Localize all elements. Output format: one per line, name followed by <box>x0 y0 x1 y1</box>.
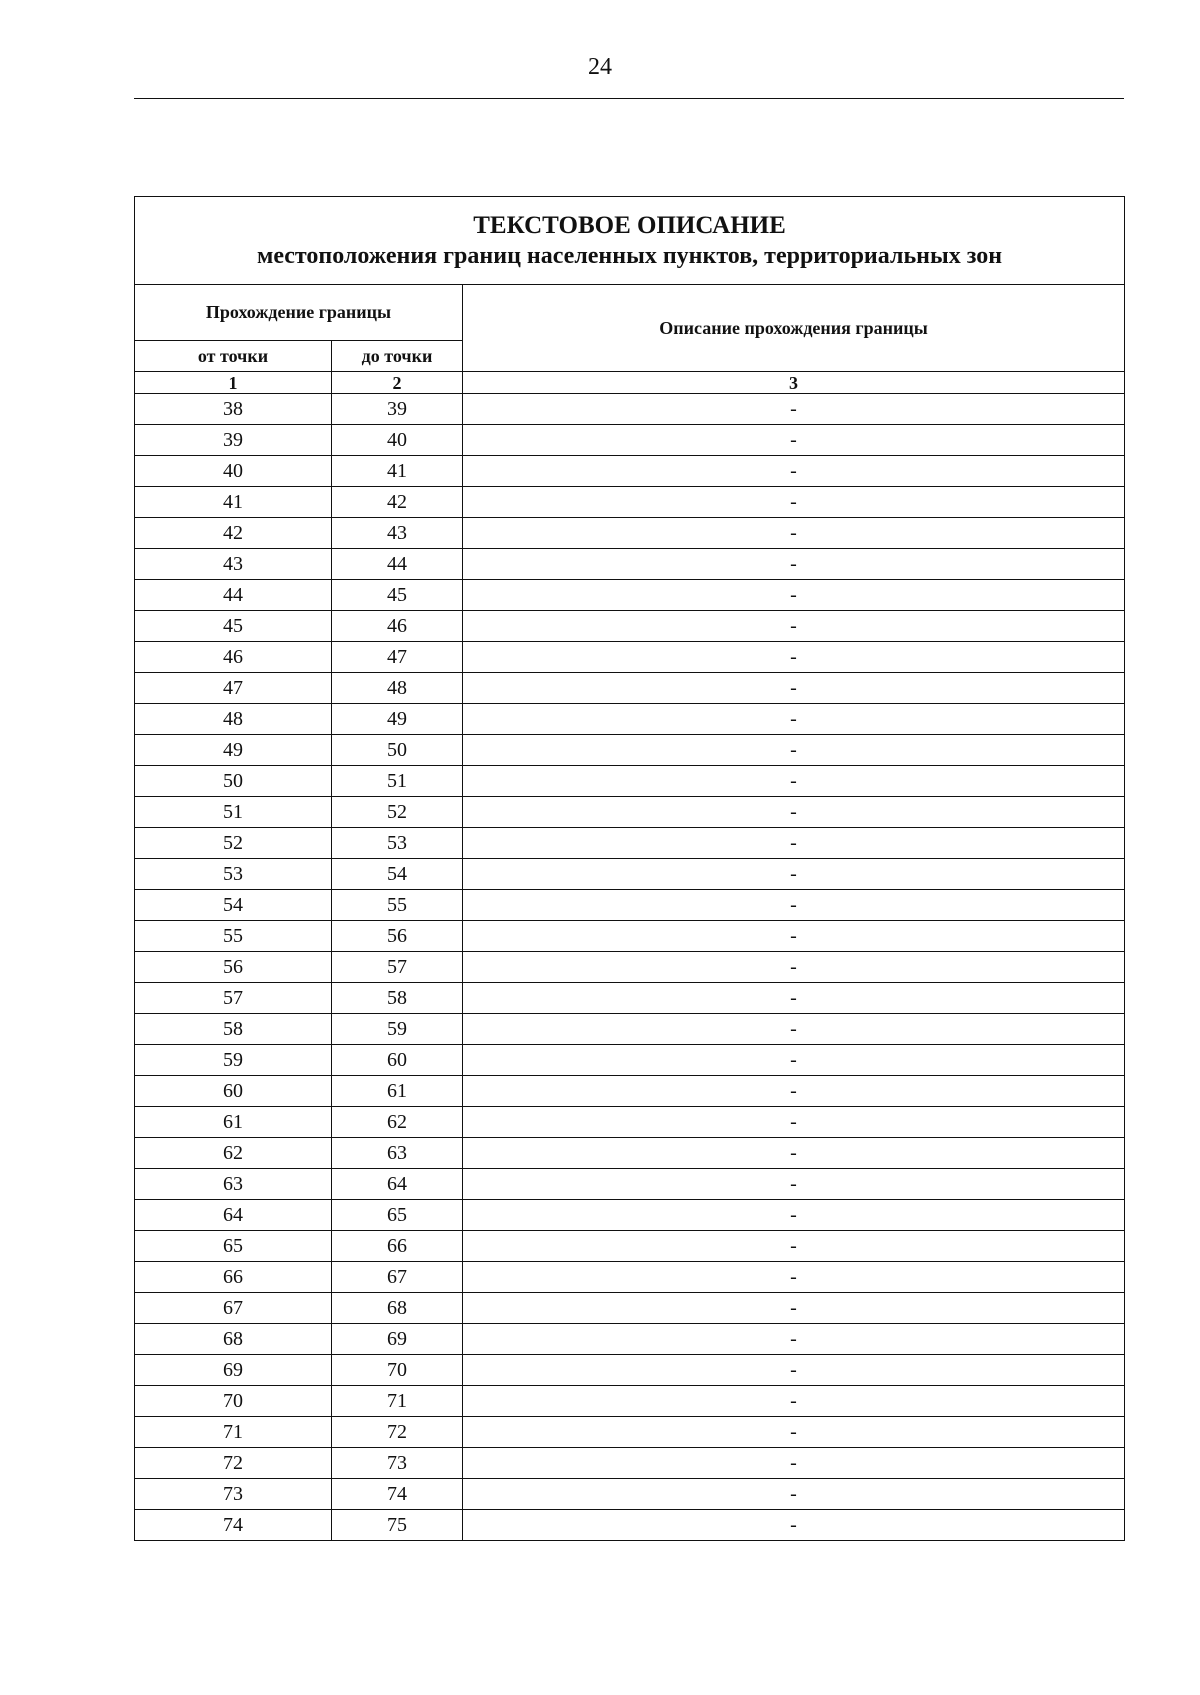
description-cell: - <box>463 704 1125 735</box>
from-point-cell: 51 <box>135 797 332 828</box>
table-row <box>135 1169 1125 1200</box>
table-row <box>135 890 1125 921</box>
description-cell: - <box>463 549 1125 580</box>
to-point-cell: 52 <box>332 797 463 828</box>
column-number-3: 3 <box>463 372 1125 394</box>
column-number-2: 2 <box>332 372 463 394</box>
description-cell: - <box>463 1138 1125 1169</box>
from-point-cell: 58 <box>135 1014 332 1045</box>
table-row <box>135 1262 1125 1293</box>
table-row <box>135 797 1125 828</box>
title-line-2: местоположения границ населенных пунктов, территориальных зон <box>256 242 1003 269</box>
description-cell: - <box>463 456 1125 487</box>
description-cell: - <box>463 1293 1125 1324</box>
to-point-cell: 45 <box>332 580 463 611</box>
from-point-cell: 50 <box>135 766 332 797</box>
to-point-cell: 51 <box>332 766 463 797</box>
table-row <box>135 1386 1125 1417</box>
from-point-cell: 70 <box>135 1386 332 1417</box>
to-point-cell: 49 <box>332 704 463 735</box>
table-row <box>135 1138 1125 1169</box>
table-row <box>135 394 1125 425</box>
to-point-cell: 65 <box>332 1200 463 1231</box>
to-point-cell: 59 <box>332 1014 463 1045</box>
to-point-cell: 56 <box>332 921 463 952</box>
description-cell: - <box>463 921 1125 952</box>
from-point-cell: 44 <box>135 580 332 611</box>
table-row <box>135 580 1125 611</box>
table-row <box>135 1355 1125 1386</box>
description-cell: - <box>463 642 1125 673</box>
description-cell: - <box>463 1448 1125 1479</box>
table-row <box>135 456 1125 487</box>
description-cell: - <box>463 1045 1125 1076</box>
to-point-cell: 46 <box>332 611 463 642</box>
description-cell: - <box>463 797 1125 828</box>
header-rule <box>134 98 1124 99</box>
description-cell: - <box>463 1479 1125 1510</box>
to-point-cell: 40 <box>332 425 463 456</box>
to-point-cell: 66 <box>332 1231 463 1262</box>
from-point-cell: 41 <box>135 487 332 518</box>
title-row <box>135 197 1125 285</box>
from-point-cell: 56 <box>135 952 332 983</box>
to-point-cell: 61 <box>332 1076 463 1107</box>
description-cell: - <box>463 1417 1125 1448</box>
from-point-cell: 67 <box>135 1293 332 1324</box>
from-point-cell: 52 <box>135 828 332 859</box>
from-point-cell: 38 <box>135 394 332 425</box>
table-row <box>135 1076 1125 1107</box>
to-point-cell: 39 <box>332 394 463 425</box>
table-row <box>135 1045 1125 1076</box>
from-point-cell: 48 <box>135 704 332 735</box>
from-point-cell: 59 <box>135 1045 332 1076</box>
table-row <box>135 859 1125 890</box>
table-row <box>135 1293 1125 1324</box>
to-point-cell: 44 <box>332 549 463 580</box>
from-point-cell: 39 <box>135 425 332 456</box>
description-cell: - <box>463 580 1125 611</box>
table-row <box>135 611 1125 642</box>
description-cell: - <box>463 1231 1125 1262</box>
table-row <box>135 983 1125 1014</box>
to-point-cell: 55 <box>332 890 463 921</box>
table-row <box>135 518 1125 549</box>
table-row <box>135 704 1125 735</box>
table-row <box>135 673 1125 704</box>
description-cell: - <box>463 1355 1125 1386</box>
to-point-cell: 53 <box>332 828 463 859</box>
description-cell: - <box>463 766 1125 797</box>
to-point-cell: 69 <box>332 1324 463 1355</box>
table-row <box>135 1231 1125 1262</box>
to-point-cell: 71 <box>332 1386 463 1417</box>
from-point-cell: 62 <box>135 1138 332 1169</box>
from-point-cell: 53 <box>135 859 332 890</box>
to-point-cell: 67 <box>332 1262 463 1293</box>
to-point-cell: 75 <box>332 1510 463 1541</box>
to-point-cell: 54 <box>332 859 463 890</box>
description-cell: - <box>463 487 1125 518</box>
table-row <box>135 487 1125 518</box>
to-point-cell: 62 <box>332 1107 463 1138</box>
from-point-cell: 49 <box>135 735 332 766</box>
description-cell: - <box>463 1262 1125 1293</box>
description-cell: - <box>463 735 1125 766</box>
from-point-cell: 45 <box>135 611 332 642</box>
from-point-cell: 71 <box>135 1417 332 1448</box>
column-number-1: 1 <box>135 372 332 394</box>
table-row <box>135 952 1125 983</box>
description-cell: - <box>463 1510 1125 1541</box>
table-row <box>135 1200 1125 1231</box>
title-line-1: ТЕКСТОВОЕ ОПИСАНИЕ <box>473 211 786 239</box>
from-point-cell: 72 <box>135 1448 332 1479</box>
from-point-cell: 65 <box>135 1231 332 1262</box>
description-cell: - <box>463 518 1125 549</box>
table-row <box>135 425 1125 456</box>
page-number: 24 <box>588 54 612 80</box>
to-point-cell: 63 <box>332 1138 463 1169</box>
from-point-cell: 64 <box>135 1200 332 1231</box>
to-point-cell: 72 <box>332 1417 463 1448</box>
description-cell: - <box>463 1076 1125 1107</box>
description-cell: - <box>463 394 1125 425</box>
description-cell: - <box>463 1386 1125 1417</box>
to-point-cell: 73 <box>332 1448 463 1479</box>
to-point-header: до точки <box>332 341 463 372</box>
to-point-cell: 48 <box>332 673 463 704</box>
table-row <box>135 1014 1125 1045</box>
table-row <box>135 1324 1125 1355</box>
from-point-cell: 63 <box>135 1169 332 1200</box>
to-point-cell: 58 <box>332 983 463 1014</box>
from-point-header: от точки <box>135 341 332 372</box>
from-point-cell: 47 <box>135 673 332 704</box>
description-cell: - <box>463 1014 1125 1045</box>
table-row <box>135 1479 1125 1510</box>
from-point-cell: 66 <box>135 1262 332 1293</box>
description-cell: - <box>463 828 1125 859</box>
description-header: Описание прохождения границы <box>463 285 1125 372</box>
to-point-cell: 70 <box>332 1355 463 1386</box>
from-point-cell: 42 <box>135 518 332 549</box>
description-cell: - <box>463 1169 1125 1200</box>
description-cell: - <box>463 1200 1125 1231</box>
table-row <box>135 642 1125 673</box>
description-cell: - <box>463 425 1125 456</box>
description-cell: - <box>463 1324 1125 1355</box>
table-row <box>135 1448 1125 1479</box>
description-cell: - <box>463 890 1125 921</box>
to-point-cell: 68 <box>332 1293 463 1324</box>
table-row <box>135 549 1125 580</box>
from-point-cell: 55 <box>135 921 332 952</box>
table-row <box>135 1510 1125 1541</box>
from-point-cell: 73 <box>135 1479 332 1510</box>
from-point-cell: 69 <box>135 1355 332 1386</box>
from-point-cell: 46 <box>135 642 332 673</box>
to-point-cell: 42 <box>332 487 463 518</box>
from-point-cell: 57 <box>135 983 332 1014</box>
description-cell: - <box>463 673 1125 704</box>
from-point-cell: 60 <box>135 1076 332 1107</box>
to-point-cell: 74 <box>332 1479 463 1510</box>
to-point-cell: 41 <box>332 456 463 487</box>
table-row <box>135 828 1125 859</box>
header-row-group <box>135 285 1125 341</box>
table-row <box>135 1107 1125 1138</box>
description-cell: - <box>463 611 1125 642</box>
from-point-cell: 61 <box>135 1107 332 1138</box>
table-row <box>135 735 1125 766</box>
description-cell: - <box>463 983 1125 1014</box>
table-row <box>135 1417 1125 1448</box>
from-point-cell: 40 <box>135 456 332 487</box>
to-point-cell: 43 <box>332 518 463 549</box>
boundary-passage-header: Прохождение границы <box>135 285 463 341</box>
description-cell: - <box>463 859 1125 890</box>
from-point-cell: 54 <box>135 890 332 921</box>
table-title <box>135 197 1125 285</box>
to-point-cell: 57 <box>332 952 463 983</box>
to-point-cell: 60 <box>332 1045 463 1076</box>
column-number-row <box>135 372 1125 394</box>
table-row <box>135 766 1125 797</box>
from-point-cell: 43 <box>135 549 332 580</box>
boundary-description-table <box>134 196 1125 1541</box>
to-point-cell: 50 <box>332 735 463 766</box>
from-point-cell: 74 <box>135 1510 332 1541</box>
from-point-cell: 68 <box>135 1324 332 1355</box>
to-point-cell: 47 <box>332 642 463 673</box>
description-cell: - <box>463 952 1125 983</box>
description-cell: - <box>463 1107 1125 1138</box>
table-row <box>135 921 1125 952</box>
to-point-cell: 64 <box>332 1169 463 1200</box>
